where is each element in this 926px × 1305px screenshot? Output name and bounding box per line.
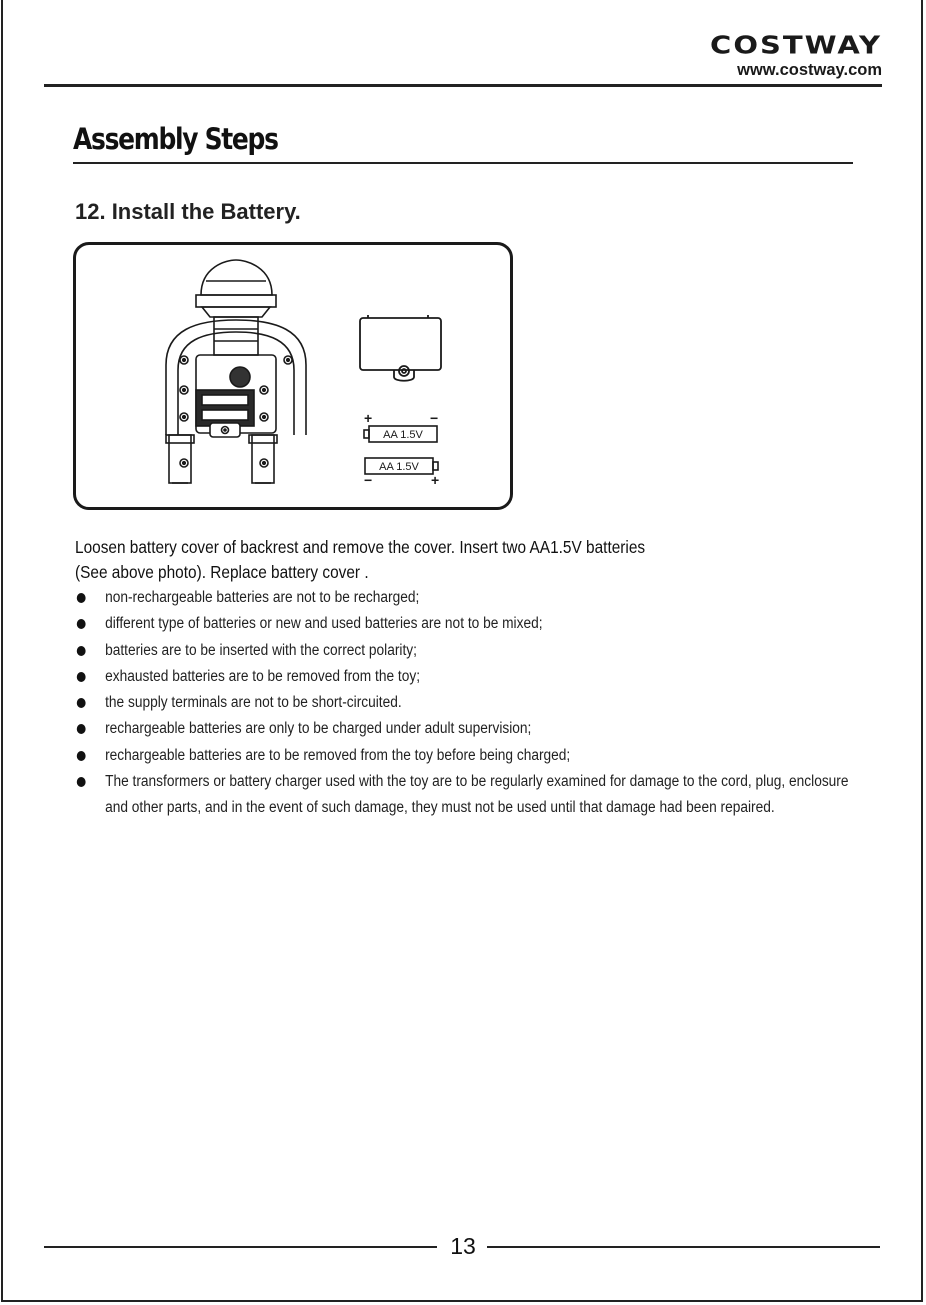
- bullet-icon: [77, 672, 86, 682]
- bullet-icon: [77, 619, 86, 629]
- list-item: [75, 769, 863, 822]
- list-item: [75, 664, 863, 690]
- list-item-text: non-rechargeable batteries are not to be recharged;: [105, 589, 420, 606]
- top-minus-sign: −: [430, 410, 439, 426]
- page-number: 13: [450, 1233, 476, 1259]
- battery-top-label: AA 1.5V: [383, 429, 423, 441]
- list-item-text: the supply terminals are not to be short-circuited.: [105, 694, 402, 712]
- list-item: [75, 611, 863, 637]
- bullet-icon: [77, 646, 86, 656]
- list-item-text: rechargeable batteries are to be removed from the toy before being charged;: [105, 746, 571, 764]
- battery-diagram: [76, 245, 510, 507]
- title-divider: [73, 162, 853, 164]
- list-item-text: different type of batteries or new and used batteries are not to be mixed;: [105, 615, 543, 633]
- battery-illustration: [73, 242, 513, 510]
- top-plus-sign: +: [364, 410, 373, 426]
- bullet-icon: [77, 751, 86, 761]
- list-item: [75, 638, 863, 664]
- list-item: [75, 690, 863, 716]
- list-item-text: exhausted batteries are to be removed from the toy;: [105, 667, 421, 685]
- list-item: [75, 585, 863, 611]
- list-item: [75, 716, 863, 742]
- instruction-line-2: (See above photo). Replace battery cover .: [75, 562, 369, 582]
- section-title: Assembly Steps: [73, 122, 278, 156]
- bullet-icon: [77, 593, 86, 603]
- list-item-text: rechargeable batteries are only to be charged under adult supervision;: [105, 720, 532, 738]
- instructions-text: [75, 535, 779, 585]
- instruction-line-1: Loosen battery cover of backrest and remove the cover. Insert two AA1.5V batteries: [75, 537, 646, 557]
- battery-bottom-label: AA 1.5V: [379, 461, 419, 473]
- backrest-drawing: [166, 260, 306, 483]
- header-divider: [44, 84, 882, 87]
- list-item: [75, 743, 863, 769]
- bullet-icon: [77, 698, 86, 708]
- footer-divider-right: [487, 1246, 880, 1248]
- brand-url: www.costway.com: [737, 61, 882, 79]
- battery-safety-list: [75, 585, 863, 822]
- bottom-plus-sign: +: [431, 472, 440, 488]
- list-item-text: batteries are to be inserted with the correct polarity;: [105, 641, 417, 659]
- list-item-text: The transformers or battery charger used with the toy are to be regularly examined for damage to the cord, plug, enclosure and other parts, and in the event of such damage, they must not be used until that damage had been repaired.: [105, 773, 849, 817]
- bottom-minus-sign: −: [364, 472, 373, 488]
- footer-divider-left: [44, 1246, 437, 1248]
- bullet-icon: [77, 777, 86, 787]
- battery-cover-drawing: [360, 315, 441, 381]
- brand-logo: COSTWAY: [710, 30, 882, 60]
- step-heading: 12. Install the Battery.: [75, 199, 301, 224]
- bullet-icon: [77, 724, 86, 734]
